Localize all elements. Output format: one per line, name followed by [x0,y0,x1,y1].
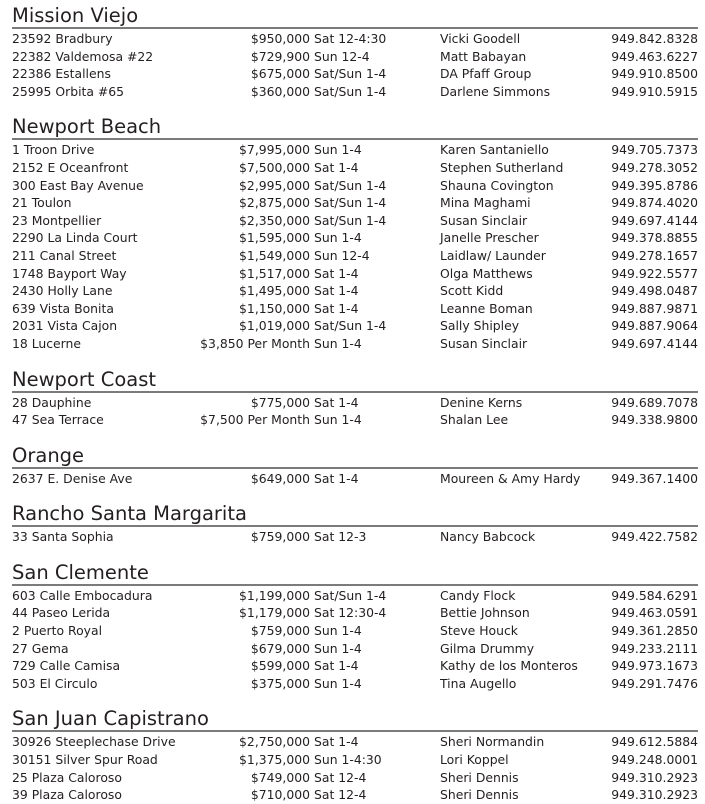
listing-row [12,212,698,230]
city-section [12,557,698,704]
listing-phone: 949.378.8855 [611,230,698,246]
listing-address: 25995 Orbita #65 [12,83,125,99]
section-divider [12,27,698,29]
listing-price: $1,375,000 [239,752,310,768]
listing-price: $729,900 [250,48,310,64]
listing-row [12,83,698,101]
listing-phone: 949.310.2923 [611,787,698,803]
listing-phone: 949.233.2111 [611,640,698,656]
listing-phone: 949.874.4020 [611,195,698,211]
listing-open-house-time: Sat 12-4 [314,769,367,785]
listing-agent: Nancy Babcock [440,529,536,545]
listing-open-house-time: Sat 1-4 [314,159,359,175]
listing-agent: Darlene Simmons [440,83,551,99]
city-heading: Newport Coast [12,367,157,391]
listing-open-house-time: Sat 12-3 [314,529,367,545]
listing-open-house-time: Sat 1-4 [314,265,359,281]
listing-agent: Shalan Lee [440,412,509,428]
listing-price: $375,000 [250,675,310,691]
listing-agent: Sheri Dennis [440,787,519,803]
city-heading: Orange [12,443,85,467]
listing-agent: Lori Koppel [440,752,509,768]
listing-open-house-time: Sat 1-4 [314,470,359,486]
listing-agent: Vicki Goodell [440,31,521,46]
listing-price: $3,850 Per Month [200,335,310,351]
listing-open-house-time: Sat 1-4 [314,300,359,316]
listing-address: 22382 Valdemosa #22 [12,48,154,64]
listing-price: $1,517,000 [239,265,310,281]
listing-row [12,733,698,751]
listing-row [12,265,698,283]
listing-address: 2290 La Linda Court [12,230,138,246]
listing-price: $360,000 [250,83,310,99]
section-spacer [12,692,698,703]
listing-open-house-time: Sat/Sun 1-4 [314,587,387,603]
listing-open-house-time: Sun 1-4 [314,412,362,428]
listing-agent: Matt Babayan [440,48,527,64]
listing-open-house-time: Sat 12:30-4 [314,605,387,621]
listing-row [12,769,698,787]
listing-address: 2637 E. Denise Ave [12,470,133,486]
listing-agent: Sheri Normandin [440,734,545,750]
listing-address: 2430 Holly Lane [12,283,113,299]
city-heading: Newport Beach [12,115,162,139]
listing-phone: 949.887.9064 [611,318,698,334]
listing-address: 30926 Steeplechase Drive [12,734,176,750]
listing-row [12,411,698,429]
listing-agent: Steve Houck [440,623,518,639]
listing-row [12,247,698,265]
listing-price: $1,150,000 [239,300,310,316]
section-spacer [12,353,698,364]
listing-phone: 949.842.8328 [611,31,698,46]
listing-agent: Scott Kidd [440,283,504,299]
section-spacer [12,487,698,498]
listing-address: 21 Toulon [12,195,72,211]
listing-address: 2031 Vista Cajon [12,318,118,334]
listing-address: 2152 E Oceanfront [12,159,129,175]
section-spacer [12,546,698,557]
listing-address: 25 Plaza Caloroso [12,769,122,785]
listing-row [12,528,698,546]
listing-price: $2,875,000 [239,195,310,211]
listing-address: 729 Calle Camisa [12,658,121,674]
listing-row [12,48,698,66]
listing-open-house-time: Sun 1-4 [314,142,362,158]
listing-phone: 949.395.8786 [611,177,698,193]
listing-address: 603 Calle Embocadura [12,587,153,603]
listing-agent: DA Pfaff Group [440,66,532,82]
listing-agent: Janelle Prescher [440,230,539,246]
listing-phone: 949.361.2850 [611,623,698,639]
listing-agent: Moureen & Amy Hardy [440,470,581,486]
section-divider [12,467,698,469]
city-heading: San Clemente [12,560,149,584]
listing-phone: 949.910.5915 [611,83,698,99]
listing-agent: Shauna Covington [440,177,554,193]
listing-price: $675,000 [250,66,310,82]
listing-row [12,622,698,640]
listing-row [12,587,698,605]
listing-agent: Denine Kerns [440,394,523,410]
listing-row [12,335,698,353]
listing-row [12,30,698,48]
city-section [12,703,698,803]
listing-agent: Olga Matthews [440,265,533,281]
section-divider [12,525,698,527]
listing-agent: Susan Sinclair [440,335,528,351]
listing-price: $7,500,000 [239,159,310,175]
listing-agent: Bettie Johnson [440,605,530,621]
listing-price: $775,000 [250,394,310,410]
section-spacer [12,100,698,111]
listing-row [12,300,698,318]
city-section [12,440,698,499]
listing-address: 2 Puerto Royal [12,623,103,639]
listing-agent: Kathy de los Monteros [440,658,578,674]
listing-phone: 949.278.1657 [611,247,698,263]
listing-open-house-time: Sun 1-4 [314,335,362,351]
listing-agent: Susan Sinclair [440,212,528,228]
listing-open-house-time: Sun 12-4 [314,247,370,263]
listing-price: $679,000 [250,640,310,656]
listing-open-house-time: Sun 1-4:30 [314,752,382,768]
listing-address: 300 East Bay Avenue [12,177,144,193]
listing-agent: Sheri Dennis [440,769,519,785]
listing-open-house-time: Sat 1-4 [314,394,359,410]
listing-row [12,751,698,769]
listing-price: $710,000 [250,787,310,803]
listing-price: $2,350,000 [239,212,310,228]
listing-open-house-time: Sat 1-4 [314,658,359,674]
listing-phone: 949.291.7476 [611,675,698,691]
listing-phone: 949.310.2923 [611,769,698,785]
listing-price: $749,000 [250,769,310,785]
listing-agent: Mina Maghami [440,195,531,211]
listing-open-house-time: Sun 1-4 [314,640,362,656]
listing-row [12,394,698,412]
listing-address: 22386 Estallens [12,66,111,82]
listing-address: 23592 Bradbury [12,31,113,46]
listing-row [12,786,698,804]
listing-address: 1 Troon Drive [12,142,95,158]
listing-address: 28 Dauphine [12,394,92,410]
listing-price: $759,000 [250,529,310,545]
listing-address: 47 Sea Terrace [12,412,104,428]
city-section [12,0,698,111]
listing-phone: 949.463.0591 [611,605,698,621]
listing-price: $7,500 Per Month [200,412,310,428]
listing-price: $950,000 [250,31,310,46]
listing-agent: Stephen Sutherland [440,159,564,175]
listing-open-house-time: Sat 12-4 [314,787,367,803]
listing-phone: 949.973.1673 [611,658,698,674]
listing-phone: 949.689.7078 [611,394,698,410]
listing-agent: Karen Santaniello [440,142,549,158]
listing-phone: 949.463.6227 [611,48,698,64]
listing-price: $1,199,000 [239,587,310,603]
listing-phone: 949.367.1400 [611,470,698,486]
listing-price: $2,995,000 [239,177,310,193]
listing-address: 211 Canal Street [12,247,117,263]
listing-price: $7,995,000 [239,142,310,158]
city-section [12,498,698,557]
listing-open-house-time: Sun 1-4 [314,675,362,691]
listing-row [12,470,698,488]
listing-open-house-time: Sun 1-4 [314,623,362,639]
listing-phone: 949.422.7582 [611,529,698,545]
listing-phone: 949.697.4144 [611,335,698,351]
listing-row [12,604,698,622]
listing-open-house-time: Sat 1-4 [314,283,359,299]
listing-agent: Gilma Drummy [440,640,535,656]
listing-open-house-time: Sat/Sun 1-4 [314,83,387,99]
listing-row [12,65,698,83]
listing-open-house-time: Sat/Sun 1-4 [314,177,387,193]
listing-address: 23 Montpellier [12,212,102,228]
listing-phone: 949.498.0487 [611,283,698,299]
section-divider [12,730,698,732]
listing-price: $759,000 [250,623,310,639]
city-heading: Mission Viejo [12,4,139,27]
listing-price: $599,000 [250,658,310,674]
city-section [12,111,698,363]
listing-phone: 949.584.6291 [611,587,698,603]
listing-price: $1,549,000 [239,247,310,263]
section-divider [12,391,698,393]
listing-address: 1748 Bayport Way [12,265,127,281]
listing-open-house-time: Sat/Sun 1-4 [314,318,387,334]
section-divider [12,584,698,586]
listing-phone: 949.338.9800 [611,412,698,428]
listing-address: 33 Santa Sophia [12,529,114,545]
listing-row [12,177,698,195]
listing-price: $649,000 [250,470,310,486]
listing-open-house-time: Sat 12-4:30 [314,31,387,46]
listing-row [12,282,698,300]
listing-agent: Laidlaw/ Launder [440,247,546,263]
listing-price: $1,019,000 [239,318,310,334]
listing-address: 639 Vista Bonita [12,300,114,316]
listing-row [12,317,698,335]
listing-row [12,194,698,212]
listing-agent: Sally Shipley [440,318,520,334]
listing-address: 44 Paseo Lerida [12,605,111,621]
listing-open-house-time: Sun 1-4 [314,230,362,246]
listing-agent: Tina Augello [440,675,517,691]
listing-address: 39 Plaza Caloroso [12,787,122,803]
listing-price: $1,495,000 [239,283,310,299]
listing-row [12,229,698,247]
listing-phone: 949.612.5884 [611,734,698,750]
section-spacer [12,429,698,440]
listing-row [12,159,698,177]
listing-address: 27 Gema [12,640,69,656]
listing-open-house-time: Sat/Sun 1-4 [314,212,387,228]
city-heading: Rancho Santa Margarita [12,502,247,526]
section-divider [12,138,698,140]
listing-phone: 949.887.9871 [611,300,698,316]
city-heading: San Juan Capistrano [12,707,209,731]
listing-address: 503 El Circulo [12,675,98,691]
city-section [12,364,698,440]
listing-agent: Candy Flock [440,587,516,603]
listing-price: $1,179,000 [239,605,310,621]
listing-phone: 949.278.3052 [611,159,698,175]
listing-row [12,640,698,658]
listing-address: 18 Lucerne [12,335,82,351]
listing-open-house-time: Sat/Sun 1-4 [314,66,387,82]
listing-phone: 949.705.7373 [611,142,698,158]
listing-open-house-time: Sun 12-4 [314,48,370,64]
listing-open-house-time: Sat 1-4 [314,734,359,750]
listing-price: $2,750,000 [239,734,310,750]
listing-row [12,141,698,159]
listing-phone: 949.910.8500 [611,66,698,82]
listing-phone: 949.697.4144 [611,212,698,228]
listing-row [12,657,698,675]
listing-agent: Leanne Boman [440,300,533,316]
listing-row [12,675,698,693]
listing-address: 30151 Silver Spur Road [12,752,158,768]
listing-phone: 949.248.0001 [611,752,698,768]
listing-open-house-time: Sat/Sun 1-4 [314,195,387,211]
listing-price: $1,595,000 [239,230,310,246]
listing-phone: 949.922.5577 [611,265,698,281]
